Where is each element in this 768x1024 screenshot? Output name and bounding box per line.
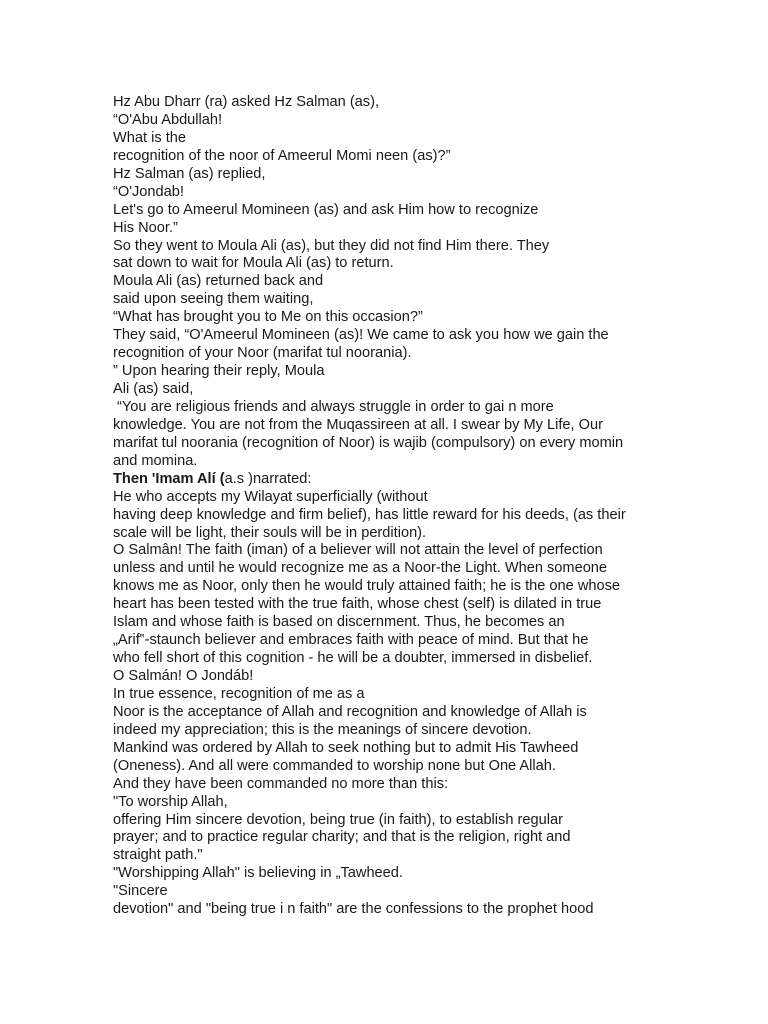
text-line: ” Upon hearing their reply, Moula bbox=[113, 363, 325, 380]
narrated-bold-text: Then 'Imam Alí ( bbox=[113, 470, 225, 487]
text-line: who fell short of this cognition - he will be a doubter, immersed in disbelief. bbox=[113, 650, 593, 667]
text-line: said upon seeing them waiting, bbox=[113, 291, 314, 308]
text-line: scale will be light, their souls will be in perdition). bbox=[113, 524, 427, 541]
text-line: O Salmán! O Jondáb! bbox=[113, 668, 254, 684]
text-line: devotion" and "being true i n faith" are the confessions to the prophet hood bbox=[113, 901, 594, 918]
text-line: "To worship Allah, bbox=[113, 793, 228, 810]
text-line: "Worshipping Allah" is believing in „Tawheed. bbox=[113, 865, 403, 882]
text-line: He who accepts my Wilayat superficially (without bbox=[113, 488, 428, 505]
text-line: So they went to Moula Ali (as), but they did not find Him there. They bbox=[113, 237, 550, 254]
text-line: recognition of the noor of Ameerul Momi neen (as)?” bbox=[113, 147, 451, 164]
text-line: having deep knowledge and firm belief), has little reward for his deeds, (as their bbox=[113, 506, 626, 523]
text-line: „Arif‟-staunch believer and embraces faith with peace of mind. But that he bbox=[113, 632, 589, 649]
text-line: And they have been commanded no more than this: bbox=[113, 775, 449, 792]
text-line: Mankind was ordered by Allah to seek nothing but to admit His Tawheed bbox=[113, 739, 579, 756]
text-line: “You are religious friends and always struggle in order to gai n more bbox=[113, 398, 554, 415]
text-line: O Salmân! The faith (iman) of a believer will not attain the level of perfection bbox=[113, 542, 603, 559]
text-line: knows me as Noor, only then he would truly attained faith; he is the one whose bbox=[113, 578, 621, 595]
narrated-regular-text: a.s )narrated: bbox=[224, 470, 312, 487]
text-line: and momina. bbox=[113, 452, 198, 469]
text-line: Moula Ali (as) returned back and bbox=[113, 273, 324, 290]
narrated-line bbox=[113, 471, 653, 489]
text-line: “O'Abu Abdullah! bbox=[113, 111, 223, 128]
text-line: indeed my appreciation; this is the meanings of sincere devotion. bbox=[113, 721, 532, 738]
text-line: Let's go to Ameerul Momineen (as) and ask Him how to recognize bbox=[113, 201, 539, 218]
text-line: heart has been tested with the true faith, whose chest (self) is dilated in true bbox=[113, 596, 602, 613]
text-line: unless and until he would recognize me as a Noor-the Light. When someone bbox=[113, 560, 608, 577]
text-line: sat down to wait for Moula Ali (as) to return. bbox=[113, 255, 394, 272]
text-line: In true essence, recognition of me as a bbox=[113, 685, 365, 702]
text-line: Hz Salman (as) replied, bbox=[113, 165, 266, 182]
text-line: marifat tul noorania (recognition of Noor) is wajib (compulsory) on every momin bbox=[113, 434, 624, 451]
text-line: prayer; and to practice regular charity; and that is the religion, right and bbox=[113, 829, 571, 846]
text-line: His Noor.” bbox=[113, 219, 178, 236]
text-line: offering Him sincere devotion, being true (in faith), to establish regular bbox=[113, 811, 563, 828]
text-line: knowledge. You are not from the Muqassireen at all. I swear by My Life, Our bbox=[113, 416, 603, 433]
text-line: "Sincere bbox=[113, 883, 168, 900]
text-line: recognition of your Noor (marifat tul noorania). bbox=[113, 345, 412, 362]
text-line: straight path." bbox=[113, 847, 203, 864]
document-body bbox=[113, 94, 653, 919]
text-line: (Oneness). And all were commanded to worship none but One Allah. bbox=[113, 757, 556, 774]
text-line: They said, “O'Ameerul Momineen (as)! We came to ask you how we gain the bbox=[113, 327, 609, 344]
text-line: “What has brought you to Me on this occasion?” bbox=[113, 309, 423, 326]
text-line: Noor is the acceptance of Allah and recognition and knowledge of Allah is bbox=[113, 703, 587, 720]
text-line: Ali (as) said, bbox=[113, 381, 194, 397]
text-line: What is the bbox=[113, 129, 186, 146]
text-line: Islam and whose faith is based on discernment. Thus, he becomes an bbox=[113, 614, 565, 631]
text-line: Hz Abu Dharr (ra) asked Hz Salman (as), bbox=[113, 94, 380, 110]
text-line: “O'Jondab! bbox=[113, 183, 184, 200]
